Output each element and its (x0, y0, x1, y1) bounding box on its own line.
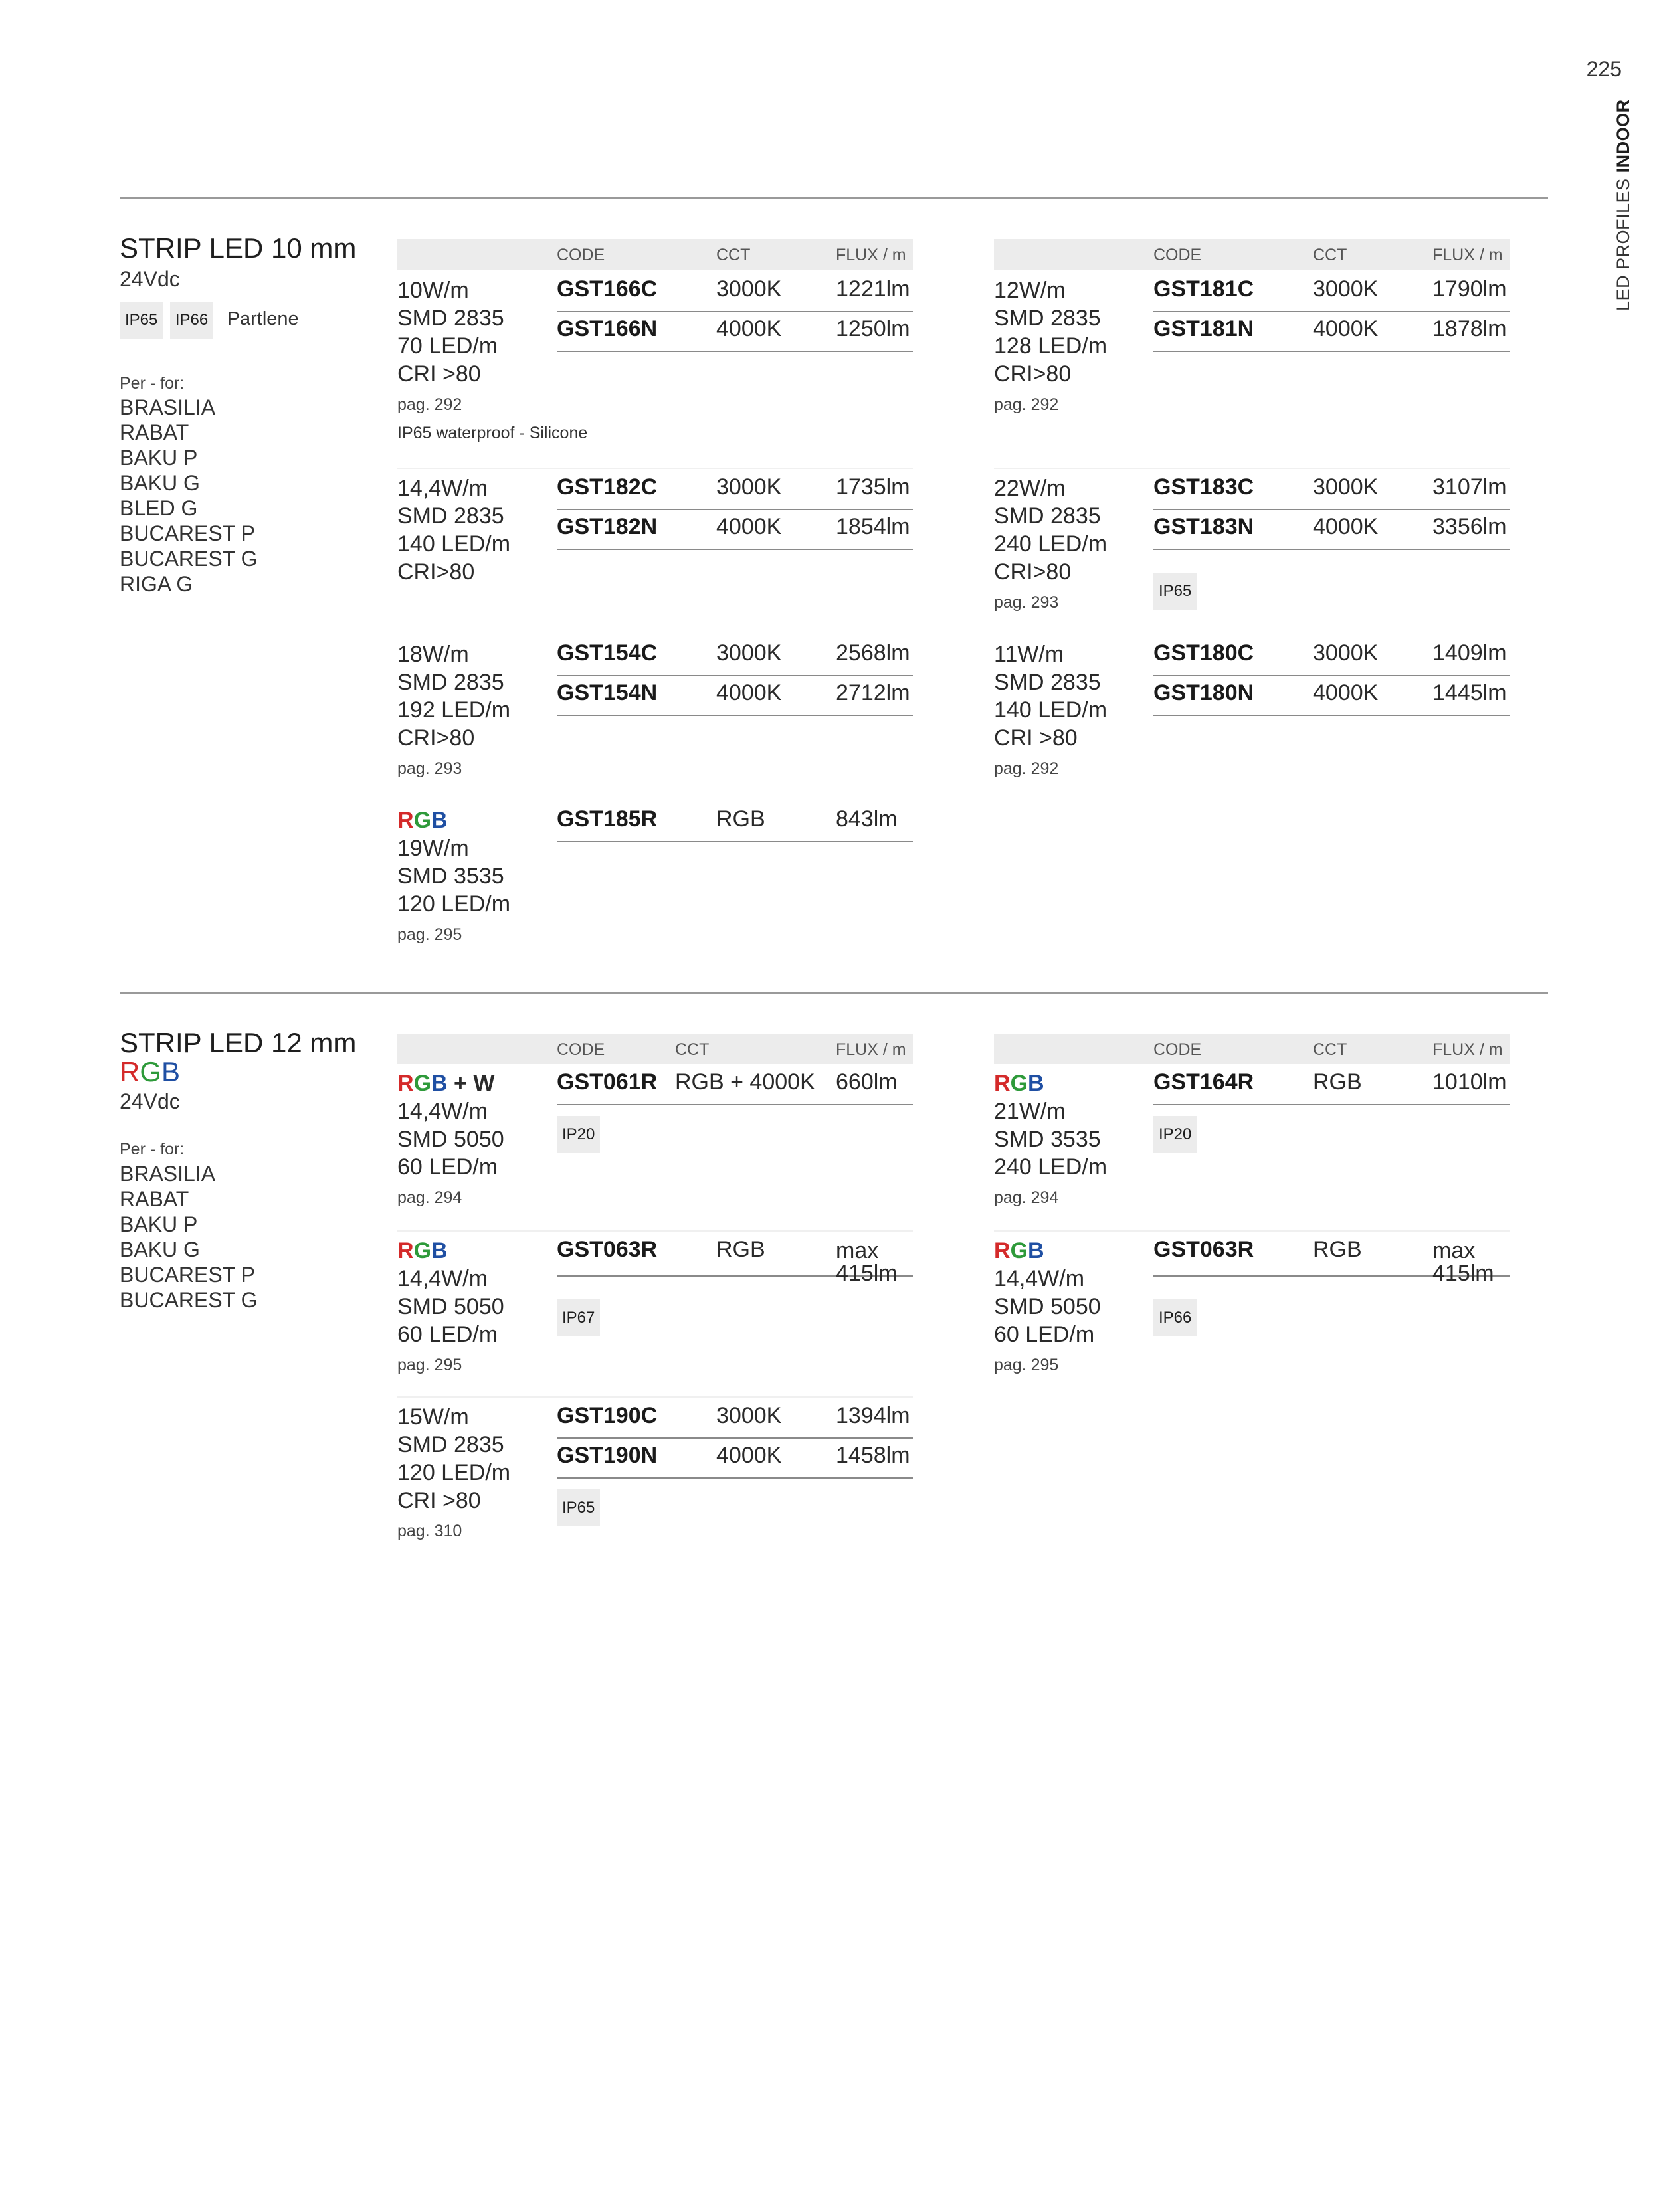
row-separator (397, 1230, 913, 1232)
per-label: Per - for: (120, 1140, 185, 1158)
section2-title: STRIP LED 12 mm (120, 1027, 357, 1058)
product-spec: 15W/m SMD 2835 120 LED/m CRI >80 pag. 310 (397, 1403, 510, 1542)
table-row: GST166C 3000K 1221lm (557, 272, 913, 312)
row-separator (994, 468, 1510, 469)
table-row: GST182C 3000K 1735lm (557, 470, 913, 510)
rgb-label: RGB (994, 1071, 1044, 1096)
header-code: CODE (557, 1040, 605, 1059)
product-table (557, 272, 913, 352)
product-table (557, 1399, 913, 1479)
header-flux: FLUX / m (1432, 246, 1503, 264)
section1-badges (120, 302, 299, 339)
page-number: 225 (1586, 57, 1622, 81)
section2-rgb: RGB (120, 1056, 181, 1087)
product-table (557, 470, 913, 550)
product-table (1153, 272, 1510, 352)
page-reference: pag. 293 (994, 593, 1059, 612)
compatible-profiles-list (120, 395, 257, 597)
side-tab-bold: INDOOR (1613, 99, 1633, 173)
list-item: RABAT (120, 420, 189, 444)
header-cct: CCT (716, 246, 751, 264)
ip-badge: IP65 (120, 302, 163, 339)
page-reference: pag. 292 (397, 395, 462, 414)
header-code: CODE (1153, 246, 1202, 264)
list-item: BUCAREST P (120, 521, 255, 545)
list-item: BUCAREST G (120, 547, 258, 571)
ip-badge: IP65 (1153, 573, 1197, 610)
product-table (1153, 470, 1510, 550)
table-row: GST181N 4000K 1878lm (1153, 312, 1510, 352)
rgb-label: RGB (994, 1238, 1044, 1263)
divider-top (120, 197, 1548, 199)
section1-voltage: 24Vdc (120, 267, 180, 291)
rgb-label: RGB (397, 808, 448, 833)
header-cct: CCT (1313, 1040, 1347, 1059)
side-tab-light: LED PROFILES (1613, 178, 1633, 311)
product-spec: RGB 21W/m SMD 3535 240 LED/m pag. 294 (994, 1069, 1107, 1209)
product-table (1153, 1233, 1510, 1286)
ip-badge: IP66 (1153, 1299, 1197, 1336)
product-spec: RGB + W 14,4W/m SMD 5050 60 LED/m pag. 294 (397, 1069, 504, 1209)
product-spec: 14,4W/m SMD 2835 140 LED/m CRI>80 (397, 476, 511, 585)
page-reference: pag. 294 (994, 1188, 1059, 1207)
product-spec: 12W/m SMD 2835 128 LED/m CRI>80 pag. 292 (994, 276, 1107, 416)
table-row: GST190C 3000K 1394lm (557, 1399, 913, 1439)
rgb-label: RGB (397, 1238, 448, 1263)
product-table (557, 636, 913, 716)
page-reference: pag. 295 (397, 1356, 462, 1374)
table-row: GST190N 4000K 1458lm (557, 1439, 913, 1479)
product-spec: 22W/m SMD 2835 240 LED/m CRI>80 pag. 293 (994, 474, 1107, 614)
row-separator (994, 1230, 1510, 1232)
table-row: GST154N 4000K 2712lm (557, 676, 913, 716)
page-reference: pag. 293 (397, 759, 462, 778)
product-spec: 10W/m SMD 2835 70 LED/m CRI >80 pag. 292 (397, 276, 504, 416)
list-item: BUCAREST G (120, 1288, 258, 1312)
table-row: GST180N 4000K 1445lm (1153, 676, 1510, 716)
table-row: GST185R RGB 843lm (557, 802, 913, 842)
ip-badge: IP66 (170, 302, 213, 339)
table-row: GST164R RGB 1010lm (1153, 1065, 1510, 1105)
page-reference: pag. 292 (994, 759, 1059, 778)
side-tab (1613, 99, 1637, 311)
page-reference: pag. 295 (994, 1356, 1059, 1374)
table-header-left (397, 239, 913, 270)
product-note: IP65 waterproof - Silicone (397, 424, 588, 442)
row-separator (397, 468, 913, 469)
product-table (1153, 636, 1510, 716)
product-spec: 11W/m SMD 2835 140 LED/m CRI >80 pag. 292 (994, 640, 1107, 780)
page-reference: pag. 310 (397, 1522, 462, 1540)
list-item: BRASILIA (120, 1162, 216, 1186)
ip-badge: IP20 (1153, 1116, 1197, 1153)
header-flux: FLUX / m (836, 246, 906, 264)
page-reference: pag. 294 (397, 1188, 462, 1207)
table-row: GST182N 4000K 1854lm (557, 510, 913, 550)
table-header-right (994, 1034, 1510, 1064)
product-spec: RGB 14,4W/m SMD 5050 60 LED/m pag. 295 (397, 1237, 504, 1376)
product-table (557, 1233, 913, 1286)
list-item: BAKU G (120, 1238, 200, 1261)
table-row: GST166N 4000K 1250lm (557, 312, 913, 352)
badge-text: Partlene (227, 308, 299, 329)
page-reference: pag. 292 (994, 395, 1059, 414)
product-table (557, 1065, 913, 1105)
product-table (1153, 1065, 1510, 1105)
header-flux: FLUX / m (1432, 1040, 1503, 1059)
list-item: RIGA G (120, 572, 193, 596)
product-spec: 18W/m SMD 2835 192 LED/m CRI>80 pag. 293 (397, 640, 510, 780)
table-row: GST180C 3000K 1409lm (1153, 636, 1510, 676)
table-row: GST154C 3000K 2568lm (557, 636, 913, 676)
ip-badge: IP67 (557, 1299, 600, 1336)
table-row: GST063R RGB max 415lm (557, 1233, 913, 1277)
rgb-label: RGB + W (397, 1071, 495, 1096)
divider-middle (120, 992, 1548, 994)
header-cct: CCT (1313, 246, 1347, 264)
ip-badge: IP65 (557, 1489, 600, 1526)
header-code: CODE (1153, 1040, 1202, 1059)
list-item: BLED G (120, 496, 198, 520)
table-row: GST183N 4000K 3356lm (1153, 510, 1510, 550)
table-row: GST181C 3000K 1790lm (1153, 272, 1510, 312)
table-row: GST061R RGB + 4000K 660lm (557, 1065, 913, 1105)
table-header-right (994, 239, 1510, 270)
per-label: Per - for: (120, 374, 185, 393)
product-spec: RGB 19W/m SMD 3535 120 LED/m pag. 295 (397, 806, 510, 946)
compatible-profiles-list (120, 1161, 257, 1313)
page-reference: pag. 295 (397, 925, 462, 944)
table-row: GST183C 3000K 3107lm (1153, 470, 1510, 510)
section2-voltage: 24Vdc (120, 1089, 180, 1113)
list-item: BRASILIA (120, 395, 216, 419)
row-separator (397, 1396, 913, 1398)
product-spec: RGB 14,4W/m SMD 5050 60 LED/m pag. 295 (994, 1237, 1101, 1376)
table-header-left (397, 1034, 913, 1064)
ip-badge: IP20 (557, 1116, 600, 1153)
section1-title: STRIP LED 10 mm (120, 232, 357, 264)
header-code: CODE (557, 246, 605, 264)
table-row: GST063R RGB max 415lm (1153, 1233, 1510, 1277)
list-item: RABAT (120, 1187, 189, 1211)
header-flux: FLUX / m (836, 1040, 906, 1059)
list-item: BAKU P (120, 446, 198, 470)
list-item: BUCAREST P (120, 1263, 255, 1287)
list-item: BAKU G (120, 471, 200, 495)
list-item: BAKU P (120, 1212, 198, 1236)
product-table (557, 802, 913, 842)
header-cct: CCT (675, 1040, 710, 1059)
